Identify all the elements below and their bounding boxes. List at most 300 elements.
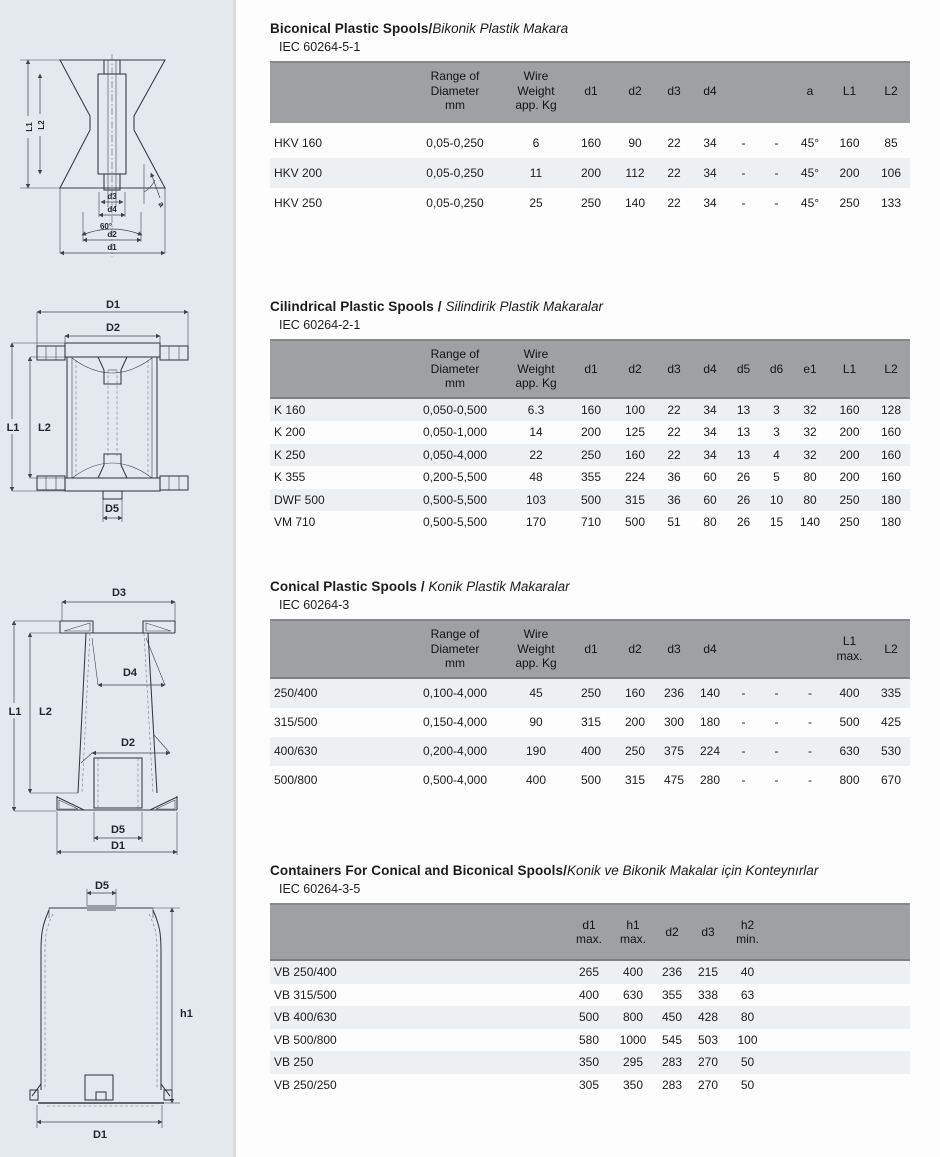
cell-value: 180 bbox=[880, 515, 902, 530]
cell-value: 800 bbox=[613, 1006, 653, 1029]
cell-value: 0,050-1,000 bbox=[422, 425, 488, 440]
section-title-en: Conical Plastic Spools / bbox=[270, 579, 429, 594]
table-row bbox=[270, 421, 910, 444]
cell-value: 215 bbox=[691, 960, 725, 984]
cell-value: 283 bbox=[661, 1077, 683, 1092]
column-header: Wire Weight app. Kg bbox=[505, 62, 567, 123]
column-header: d1 bbox=[567, 340, 615, 398]
cell-value: 3 bbox=[773, 425, 780, 440]
cell-value: 500 bbox=[580, 773, 602, 787]
row-label: VM 710 bbox=[274, 515, 316, 530]
cell-value: 250 bbox=[580, 195, 602, 210]
cell-value: - bbox=[741, 135, 746, 150]
header-row bbox=[270, 904, 910, 960]
cell-value: 250 bbox=[567, 444, 615, 467]
cell-value: 160 bbox=[839, 135, 860, 150]
cell-value: 295 bbox=[613, 1051, 653, 1074]
table-row bbox=[270, 123, 910, 158]
cell-value: 400 bbox=[827, 678, 872, 708]
cell-value: 60 bbox=[693, 489, 727, 512]
cell-value: 26 bbox=[727, 489, 760, 512]
column-header: L1 bbox=[827, 340, 872, 398]
cell-value: 428 bbox=[691, 1006, 725, 1029]
column-header bbox=[770, 904, 910, 960]
cell-value: - bbox=[774, 135, 779, 150]
cell-value: 36 bbox=[655, 489, 693, 512]
cell-value: 250 bbox=[827, 489, 872, 512]
dim-label-D2: D2 bbox=[105, 322, 121, 334]
column-header: L2 bbox=[872, 62, 910, 123]
cell-value: 32 bbox=[803, 425, 817, 440]
dim-label-angle60: 60° bbox=[99, 222, 113, 231]
cell-value: 0,05-0,250 bbox=[426, 195, 484, 210]
cell-value: 200 bbox=[839, 425, 860, 440]
cell-value: 335 bbox=[872, 678, 910, 708]
table-row bbox=[270, 1029, 910, 1052]
cell-value: 160 bbox=[880, 470, 902, 485]
table-row bbox=[270, 960, 910, 984]
cell-value: 3 bbox=[760, 398, 793, 422]
cell-value: 106 bbox=[872, 158, 910, 188]
cell-value: 375 bbox=[655, 737, 693, 766]
row-label: 500/800 bbox=[274, 773, 318, 787]
column-header: h2 min. bbox=[725, 904, 770, 960]
cell-value: 300 bbox=[663, 715, 685, 729]
column-header: d1 bbox=[567, 620, 615, 678]
cell-value: 48 bbox=[529, 470, 543, 485]
section-title bbox=[270, 298, 925, 316]
column-header: h1 max. bbox=[613, 904, 653, 960]
cell-value: 34 bbox=[703, 195, 717, 210]
column-header: d5 bbox=[727, 340, 760, 398]
table-row bbox=[270, 678, 910, 708]
cell-value: 500 bbox=[565, 1006, 613, 1029]
table-row bbox=[270, 489, 910, 512]
cell-value bbox=[770, 1029, 910, 1052]
column-header: d2 bbox=[653, 904, 691, 960]
dim-label-h1: h1 bbox=[180, 1008, 193, 1020]
cell-value: 338 bbox=[697, 987, 719, 1002]
cell-value: 350 bbox=[622, 1077, 644, 1092]
cell-value: 180 bbox=[872, 489, 910, 512]
container-drawing bbox=[8, 878, 223, 1150]
row-label: K 355 bbox=[274, 470, 306, 485]
column-header: Range of Diameter mm bbox=[405, 620, 505, 678]
dim-label-d3: d3 bbox=[107, 192, 117, 201]
cell-value: 25 bbox=[529, 195, 543, 210]
table-row bbox=[270, 466, 910, 489]
containers-table bbox=[270, 903, 910, 1096]
dim-label-D1: D1 bbox=[92, 1129, 108, 1141]
cell-value: 530 bbox=[872, 737, 910, 766]
cell-value: 32 bbox=[793, 398, 827, 422]
cell-value bbox=[770, 1051, 910, 1074]
column-header: d2 bbox=[615, 620, 655, 678]
table-row bbox=[270, 511, 910, 534]
row-label: VB 400/630 bbox=[270, 1006, 565, 1029]
cell-value: 0,500-4,000 bbox=[422, 773, 488, 787]
cell-value: 0,05-0,250 bbox=[405, 158, 505, 188]
table-row bbox=[270, 766, 910, 795]
biconical-spools-table bbox=[270, 61, 910, 218]
biconical-spool-drawing bbox=[8, 52, 218, 262]
column-header bbox=[760, 62, 793, 123]
column-header bbox=[270, 904, 565, 960]
section-title-en: Cilindrical Plastic Spools / bbox=[270, 299, 446, 314]
cell-value: 0,200-4,000 bbox=[405, 737, 505, 766]
table-row bbox=[270, 158, 910, 188]
cell-value: 355 bbox=[661, 987, 683, 1002]
cell-value: 425 bbox=[880, 715, 902, 729]
cell-value: 22 bbox=[667, 425, 681, 440]
dim-label-d4: d4 bbox=[107, 205, 117, 214]
cell-value: 160 bbox=[615, 444, 655, 467]
cell-value: - bbox=[808, 715, 812, 729]
row-label: VB 250/400 bbox=[270, 960, 565, 984]
column-header bbox=[270, 620, 405, 678]
column-header: L2 bbox=[872, 620, 910, 678]
cell-value: 800 bbox=[839, 773, 860, 787]
row-label: K 250 bbox=[270, 444, 405, 467]
column-header: d3 bbox=[691, 904, 725, 960]
section-title bbox=[270, 578, 925, 596]
dim-label-L2: L2 bbox=[37, 120, 46, 130]
cell-value: - bbox=[741, 773, 746, 787]
cell-value: 200 bbox=[839, 470, 860, 485]
conical-spool-drawing bbox=[2, 583, 227, 855]
cell-value: 6 bbox=[532, 135, 540, 150]
cell-value: 170 bbox=[525, 515, 547, 530]
cell-value: 13 bbox=[727, 444, 760, 467]
cell-value: 355 bbox=[580, 470, 602, 485]
cell-value: 140 bbox=[624, 195, 646, 210]
cell-value: 630 bbox=[622, 987, 644, 1002]
column-header: Wire Weight app. Kg bbox=[505, 340, 567, 398]
row-label: VB 250/250 bbox=[274, 1077, 337, 1092]
cell-value: 270 bbox=[697, 1077, 719, 1092]
cell-value: 305 bbox=[578, 1077, 600, 1092]
dim-label-D1: D1 bbox=[110, 840, 126, 852]
cell-value: 400 bbox=[525, 773, 547, 787]
cell-value: 545 bbox=[661, 1032, 683, 1047]
spec-content bbox=[236, 0, 940, 1157]
cell-value: 400 bbox=[613, 960, 653, 984]
cell-value: 0,150-4,000 bbox=[422, 715, 488, 729]
cell-value: 32 bbox=[793, 444, 827, 467]
cell-value: 85 bbox=[884, 135, 898, 150]
column-header: d4 bbox=[693, 340, 727, 398]
cell-value: 250 bbox=[839, 195, 860, 210]
cell-value: - bbox=[774, 773, 779, 787]
cell-value: 200 bbox=[827, 158, 872, 188]
conical-spools-table bbox=[270, 619, 910, 795]
cell-value: 280 bbox=[699, 773, 721, 787]
cell-value: 80 bbox=[725, 1006, 770, 1029]
cell-value: 22 bbox=[505, 444, 567, 467]
cell-value: 0,500-5,500 bbox=[422, 515, 488, 530]
cell-value: 45° bbox=[793, 158, 827, 188]
column-header: d6 bbox=[760, 340, 793, 398]
column-header: d3 bbox=[655, 340, 693, 398]
cell-value: - bbox=[727, 737, 760, 766]
cell-value: - bbox=[760, 158, 793, 188]
row-label: HKV 250 bbox=[274, 195, 323, 210]
row-label: DWF 500 bbox=[270, 489, 405, 512]
column-header: L1 max. bbox=[827, 620, 872, 678]
column-header: d3 bbox=[655, 620, 693, 678]
cell-value: 34 bbox=[693, 444, 727, 467]
cell-value: 140 bbox=[799, 515, 821, 530]
column-header bbox=[270, 340, 405, 398]
cell-value: 5 bbox=[773, 470, 780, 485]
table-row bbox=[270, 444, 910, 467]
cell-value: 630 bbox=[827, 737, 872, 766]
cell-value: - bbox=[741, 195, 746, 210]
cell-value: 100 bbox=[615, 398, 655, 422]
cell-value: 160 bbox=[827, 398, 872, 422]
cell-value: 270 bbox=[691, 1051, 725, 1074]
cell-value: 450 bbox=[653, 1006, 691, 1029]
cell-value: 580 bbox=[578, 1032, 600, 1047]
cell-value: 6.3 bbox=[505, 398, 567, 422]
section-conical-spools bbox=[270, 578, 925, 795]
cell-value: 112 bbox=[615, 158, 655, 188]
cell-value bbox=[770, 1074, 910, 1097]
dim-label-D5: D5 bbox=[104, 503, 120, 515]
cell-value: 22 bbox=[655, 398, 693, 422]
cell-value: 51 bbox=[667, 515, 681, 530]
drawings-panel bbox=[0, 0, 236, 1157]
column-header: d1 max. bbox=[565, 904, 613, 960]
table-row bbox=[270, 398, 910, 422]
cell-value: 22 bbox=[667, 195, 681, 210]
cell-value: - bbox=[793, 737, 827, 766]
standard-code: IEC 60264-3-5 bbox=[279, 882, 361, 896]
dim-label-L2: L2 bbox=[38, 422, 51, 434]
table-row bbox=[270, 188, 910, 218]
cell-value: 22 bbox=[655, 158, 693, 188]
section-spool-containers bbox=[270, 862, 925, 1096]
section-title-tr: Bikonik Plastik Makara bbox=[432, 21, 569, 36]
cell-value: 14 bbox=[529, 425, 543, 440]
section-title-tr: Konik ve Bikonik Makalar için Konteynırlar bbox=[566, 863, 819, 878]
row-label: HKV 200 bbox=[270, 158, 405, 188]
cell-value: 0,050-4,000 bbox=[405, 444, 505, 467]
column-header bbox=[727, 620, 760, 678]
cell-value: 500 bbox=[839, 715, 860, 729]
cell-value: 400 bbox=[578, 987, 600, 1002]
cell-value: 1000 bbox=[619, 1032, 647, 1047]
cell-value: 315 bbox=[624, 773, 646, 787]
standard-code: IEC 60264-3 bbox=[279, 598, 350, 612]
cell-value: - bbox=[727, 158, 760, 188]
cell-value: 80 bbox=[793, 489, 827, 512]
cell-value: 13 bbox=[736, 425, 751, 440]
dim-label-D3: D3 bbox=[111, 587, 127, 599]
cell-value: 34 bbox=[693, 398, 727, 422]
cell-value: 15 bbox=[769, 515, 784, 530]
section-title-en: Biconical Plastic Spools/ bbox=[270, 21, 433, 36]
cell-value: - bbox=[727, 678, 760, 708]
column-header: L2 bbox=[872, 340, 910, 398]
cell-value: 125 bbox=[624, 425, 646, 440]
cell-value: 350 bbox=[565, 1051, 613, 1074]
row-label: K 160 bbox=[270, 398, 405, 422]
cell-value: 10 bbox=[760, 489, 793, 512]
cell-value: 140 bbox=[693, 678, 727, 708]
table-row bbox=[270, 708, 910, 737]
header-row bbox=[270, 340, 910, 398]
cell-value: 22 bbox=[667, 135, 681, 150]
dim-label-D4: D4 bbox=[122, 667, 138, 679]
cell-value: 103 bbox=[505, 489, 567, 512]
cell-value: 283 bbox=[653, 1051, 691, 1074]
cell-value: 250 bbox=[567, 678, 615, 708]
row-label: 400/630 bbox=[270, 737, 405, 766]
section-biconical-spools bbox=[270, 20, 925, 218]
cell-value: 0,100-4,000 bbox=[405, 678, 505, 708]
cell-value: 34 bbox=[693, 158, 727, 188]
cell-value: 60 bbox=[703, 470, 717, 485]
cell-value: 4 bbox=[760, 444, 793, 467]
dim-label-d2: d2 bbox=[107, 230, 117, 239]
header-row bbox=[270, 620, 910, 678]
cell-value: 315 bbox=[580, 715, 602, 729]
cell-value: - bbox=[741, 715, 746, 729]
row-label: HKV 160 bbox=[274, 135, 323, 150]
cell-value: 34 bbox=[703, 135, 717, 150]
table-row bbox=[270, 1006, 910, 1029]
column-header bbox=[760, 620, 793, 678]
row-label: VB 250 bbox=[270, 1051, 565, 1074]
section-title-tr: Konik Plastik Makaralar bbox=[428, 579, 570, 594]
table-row bbox=[270, 984, 910, 1007]
cell-value: 250 bbox=[615, 737, 655, 766]
row-label: 250/400 bbox=[270, 678, 405, 708]
cell-value: 128 bbox=[872, 398, 910, 422]
dim-label-L1: L1 bbox=[25, 122, 34, 132]
cell-value: - bbox=[808, 773, 812, 787]
cell-value: 22 bbox=[655, 444, 693, 467]
column-header bbox=[727, 62, 760, 123]
section-title bbox=[270, 20, 925, 38]
cell-value: 40 bbox=[725, 960, 770, 984]
cell-value: 80 bbox=[703, 515, 717, 530]
cell-value: 26 bbox=[736, 470, 751, 485]
dim-label-D5: D5 bbox=[94, 880, 110, 892]
cell-value: 0,05-0,250 bbox=[426, 135, 484, 150]
cell-value: 500 bbox=[567, 489, 615, 512]
cell-value: 0,050-0,500 bbox=[405, 398, 505, 422]
standard-code: IEC 60264-5-1 bbox=[279, 40, 361, 54]
dim-label-D2: D2 bbox=[120, 737, 136, 749]
column-header: d4 bbox=[693, 620, 727, 678]
header-row bbox=[270, 62, 910, 123]
cell-value: - bbox=[760, 737, 793, 766]
cell-value: 200 bbox=[580, 425, 602, 440]
section-cylindrical-spools bbox=[270, 298, 925, 534]
cell-value: 250 bbox=[839, 515, 860, 530]
column-header bbox=[793, 620, 827, 678]
cell-value: 500 bbox=[624, 515, 646, 530]
cell-value: 50 bbox=[740, 1077, 755, 1092]
cell-value: 670 bbox=[880, 773, 902, 787]
cell-value: 200 bbox=[827, 444, 872, 467]
dim-label-L1: L1 bbox=[6, 422, 20, 434]
cell-value: 236 bbox=[655, 678, 693, 708]
cell-value: 236 bbox=[653, 960, 691, 984]
cell-value: 224 bbox=[693, 737, 727, 766]
column-header: L1 bbox=[827, 62, 872, 123]
standard-code: IEC 60264-2-1 bbox=[279, 318, 361, 332]
cell-value: 160 bbox=[872, 444, 910, 467]
row-label: VB 315/500 bbox=[274, 987, 337, 1002]
cell-value: 160 bbox=[580, 135, 602, 150]
cell-value: 0,500-5,500 bbox=[405, 489, 505, 512]
cell-value: 0,200-5,500 bbox=[422, 470, 488, 485]
cell-value: 160 bbox=[567, 398, 615, 422]
cell-value: 34 bbox=[703, 425, 717, 440]
cell-value: 11 bbox=[505, 158, 567, 188]
cell-value: 315 bbox=[615, 489, 655, 512]
column-header: d1 bbox=[567, 62, 615, 123]
cell-value: 133 bbox=[880, 195, 902, 210]
cell-value bbox=[770, 960, 910, 984]
cell-value: 475 bbox=[663, 773, 685, 787]
cell-value: 50 bbox=[725, 1051, 770, 1074]
cell-value: 26 bbox=[736, 515, 751, 530]
cell-value: 160 bbox=[880, 425, 902, 440]
cell-value: 80 bbox=[803, 470, 817, 485]
table-row bbox=[270, 737, 910, 766]
cell-value bbox=[770, 984, 910, 1007]
cell-value: 90 bbox=[628, 135, 642, 150]
column-header: d4 bbox=[693, 62, 727, 123]
column-header: d2 bbox=[615, 62, 655, 123]
column-header: a bbox=[793, 62, 827, 123]
section-title bbox=[270, 862, 925, 880]
row-label: VB 500/800 bbox=[274, 1032, 337, 1047]
cylindrical-spool-drawing bbox=[2, 296, 227, 561]
cylindrical-spools-table bbox=[270, 339, 910, 534]
cell-value: 190 bbox=[505, 737, 567, 766]
column-header: d2 bbox=[615, 340, 655, 398]
cell-value: 45° bbox=[800, 135, 820, 150]
cell-value: 45° bbox=[800, 195, 820, 210]
cell-value: 503 bbox=[697, 1032, 719, 1047]
cell-value: 200 bbox=[624, 715, 646, 729]
table-row bbox=[270, 1051, 910, 1074]
cell-value: - bbox=[793, 678, 827, 708]
cell-value: 224 bbox=[624, 470, 646, 485]
cell-value: 45 bbox=[505, 678, 567, 708]
column-header: e1 bbox=[793, 340, 827, 398]
column-header: Wire Weight app. Kg bbox=[505, 620, 567, 678]
column-header bbox=[270, 62, 405, 123]
cell-value: 90 bbox=[529, 715, 543, 729]
dim-label-D5: D5 bbox=[110, 824, 126, 836]
row-label: 315/500 bbox=[274, 715, 318, 729]
cell-value: 400 bbox=[567, 737, 615, 766]
table-row bbox=[270, 1074, 910, 1097]
cell-value: 63 bbox=[740, 987, 755, 1002]
column-header: Range of Diameter mm bbox=[405, 340, 505, 398]
cell-value: 180 bbox=[699, 715, 721, 729]
cell-value: 100 bbox=[737, 1032, 758, 1047]
cell-value: 160 bbox=[615, 678, 655, 708]
cell-value: 710 bbox=[580, 515, 602, 530]
cell-value: - bbox=[774, 195, 779, 210]
